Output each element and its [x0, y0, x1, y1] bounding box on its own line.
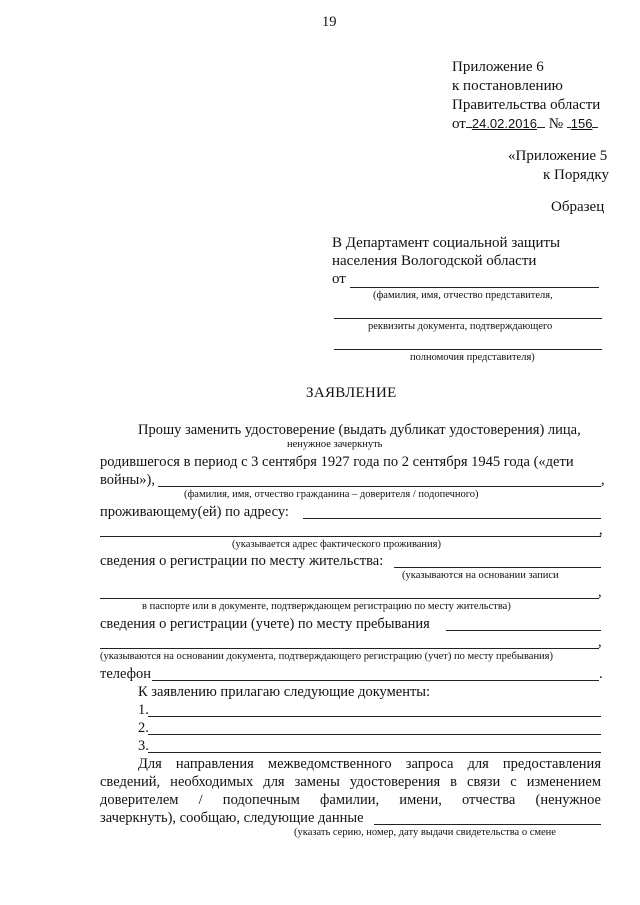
appendix-line1: Приложение 6 — [452, 59, 544, 75]
period-1: . — [599, 666, 603, 682]
cross-out-hint: ненужное зачеркнуть — [287, 439, 383, 450]
stay-field-2[interactable] — [100, 648, 599, 649]
attach-item-3: 3. — [138, 738, 149, 754]
children-line: войны»), — [100, 472, 155, 488]
attach-field-3[interactable] — [148, 752, 601, 753]
from-field-line[interactable] — [350, 287, 599, 288]
children-hint: (фамилия, имя, отчество гражданина – доверителя / подопечного) — [184, 489, 479, 500]
sample-label: Образец — [551, 199, 605, 215]
interagency-line2: сведений, необходимых для замены удостоверения в связи с изменением — [100, 774, 601, 790]
appendix-line2: к постановлению — [452, 78, 563, 94]
interagency-line4: зачеркнуть), сообщаю, следующие данные — [100, 810, 364, 826]
residing-label: проживающему(ей) по адресу: — [100, 504, 289, 520]
attach-item-1: 1. — [138, 702, 149, 718]
citizen-name-field[interactable] — [158, 486, 601, 487]
interagency-line3: доверителем / подопечным фамилии, имени, отчества (ненужное — [100, 792, 601, 808]
interagency-line1: Для направления межведомственного запроса для предоставления — [138, 756, 601, 772]
appendix-date-line — [452, 116, 598, 133]
address-field[interactable] — [303, 518, 601, 519]
from-field-line2[interactable] — [334, 318, 602, 319]
from-hint1: (фамилия, имя, отчество представителя, — [373, 290, 553, 301]
born-line: родившегося в период с 3 сентября 1927 года по 2 сентября 1945 года («дети — [100, 454, 574, 470]
attach-label: К заявлению прилагаю следующие документы: — [138, 684, 431, 700]
attach-field-2[interactable] — [148, 734, 601, 735]
data-field[interactable] — [374, 824, 601, 825]
appendix-line3: Правительства области — [452, 97, 601, 113]
comma-4: , — [598, 634, 602, 650]
date-prefix: от — [452, 116, 466, 132]
stay-label: сведения о регистрации (учете) по месту пребывания — [100, 616, 430, 632]
page-number: 19 — [322, 14, 337, 30]
document-title: ЗАЯВЛЕНИЕ — [306, 385, 397, 401]
addressee-line1: В Департамент социальной защиты — [332, 235, 561, 251]
attach-item-2: 2. — [138, 720, 149, 736]
addressee-line2: населения Вологодской области — [332, 253, 537, 269]
registration-field-2[interactable] — [100, 598, 599, 599]
interagency-hint: (указать серию, номер, дату выдачи свидетельства о смене — [294, 827, 556, 838]
from-hint2: реквизиты документа, подтверждающего — [368, 321, 553, 332]
comma-1: , — [601, 472, 605, 488]
residing-hint: (указывается адрес фактического проживания) — [232, 539, 441, 550]
attach-field-1[interactable] — [148, 716, 601, 717]
approval-number: 156 — [570, 116, 593, 131]
address-field-2[interactable] — [100, 536, 601, 537]
comma-3: , — [598, 584, 602, 600]
request-line: Прошу заменить удостоверение (выдать дубликат удостоверения) лица, — [138, 422, 581, 438]
approval-date: 24.02.2016 — [471, 116, 537, 131]
from-label: от — [332, 271, 346, 287]
stay-hint: (указываются на основании документа, подтверждающего регистрацию (учет) по месту пребывания) — [100, 651, 554, 662]
comma-2: , — [599, 522, 603, 538]
from-hint3: полномочия представителя) — [410, 352, 535, 363]
registration-label: сведения о регистрации по месту жительства: — [100, 553, 384, 569]
appendix5-line2: к Порядку — [543, 167, 609, 183]
from-field-line3[interactable] — [334, 349, 602, 350]
registration-hint2: в паспорте или в документе, подтверждающем регистрацию по месту жительства) — [142, 601, 511, 612]
phone-label: телефон — [100, 666, 152, 682]
appendix5-line1: «Приложение 5 — [508, 148, 608, 164]
stay-field[interactable] — [446, 630, 601, 631]
number-prefix: № — [548, 116, 563, 132]
registration-hint1: (указываются на основании записи — [402, 570, 559, 581]
registration-field[interactable] — [394, 567, 601, 568]
phone-field[interactable] — [152, 680, 599, 681]
